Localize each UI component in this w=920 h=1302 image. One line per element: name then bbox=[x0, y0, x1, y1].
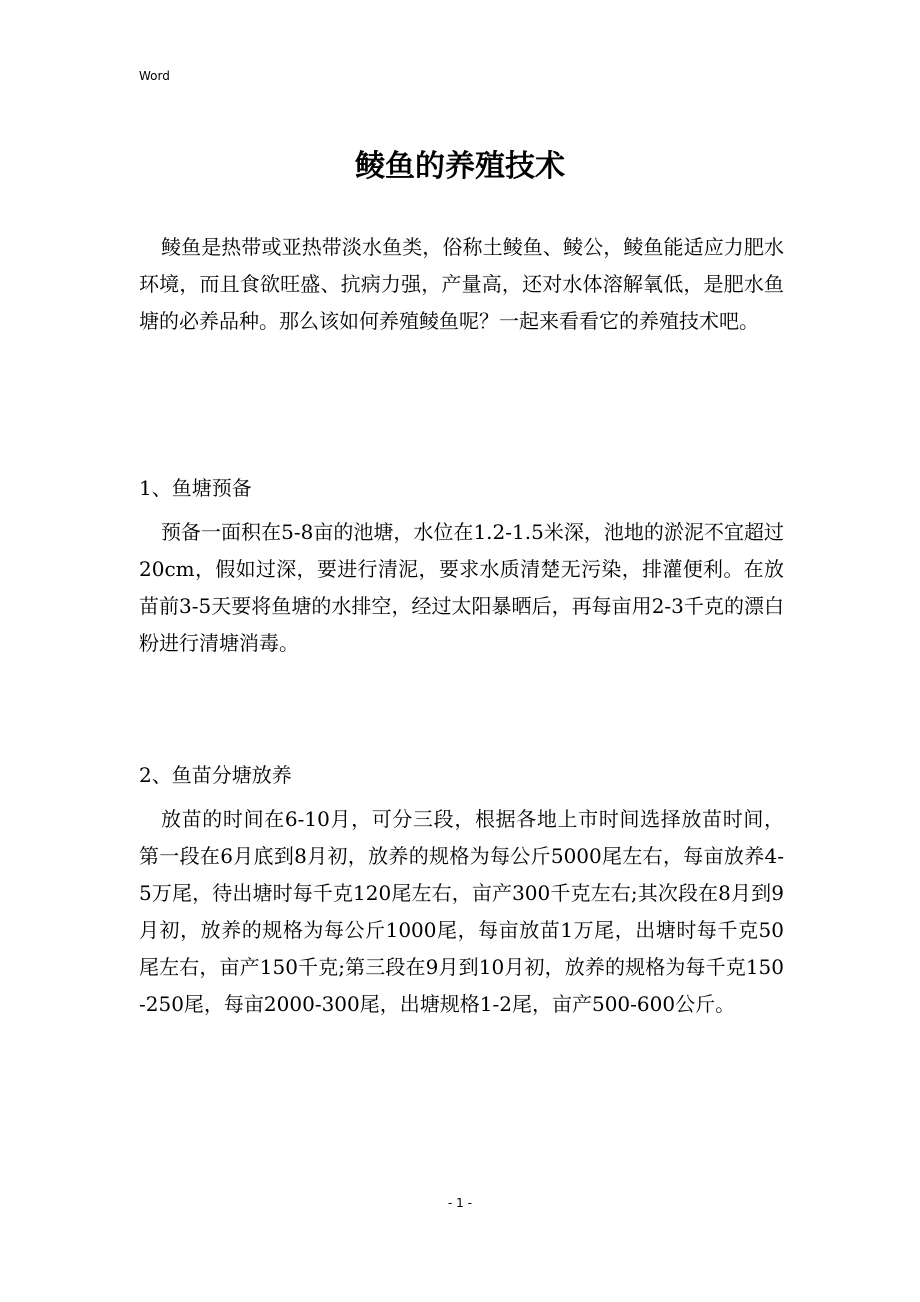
section-heading-pond-preparation: 1、鱼塘预备 bbox=[139, 476, 252, 500]
page-number: - 1 - bbox=[448, 1196, 472, 1210]
section-paragraph-pond-preparation: 预备一面积在5-8亩的池塘，水位在1.2-1.5米深，池地的淤泥不宜超过20cm，假如过深，要进行清泥，要求水质清楚无污染，排灌便利。在放苗前3-5天要将鱼塘的水排空，经过太阳暴晒后，再每亩用2-3千克的漂白粉进行清塘消毒。 bbox=[139, 520, 784, 655]
document-title: 鲮鱼的养殖技术 bbox=[355, 149, 565, 184]
header-label: Word bbox=[139, 69, 170, 83]
section-paragraph-fry-stocking: 放苗的时间在6-10月，可分三段，根据各地上市时间选择放苗时间，第一段在6月底到8月初，放养的规格为每公斤5000尾左右，每亩放养4-5万尾，待出塘时每千克120尾左右，亩产300千克左右;其次段在8月到9月初，放养的规格为每公斤1000尾，每亩放苗1万尾，出塘时每千克50尾左右，亩产150千克;第三段在9月到10月初，放养的规格为每千克150-250尾，每亩2000-300尾，出塘规格1-2尾，亩产500-600公斤。 bbox=[139, 807, 784, 1016]
section-heading-fry-stocking: 2、鱼苗分塘放养 bbox=[139, 763, 292, 787]
intro-paragraph: 鲮鱼是热带或亚热带淡水鱼类，俗称土鲮鱼、鲮公，鲮鱼能适应力肥水环境，而且食欲旺盛、抗病力强，产量高，还对水体溶解氧低，是肥水鱼塘的必养品种。那么该如何养殖鲮鱼呢？一起来看看它的养殖技术吧。 bbox=[139, 235, 784, 333]
